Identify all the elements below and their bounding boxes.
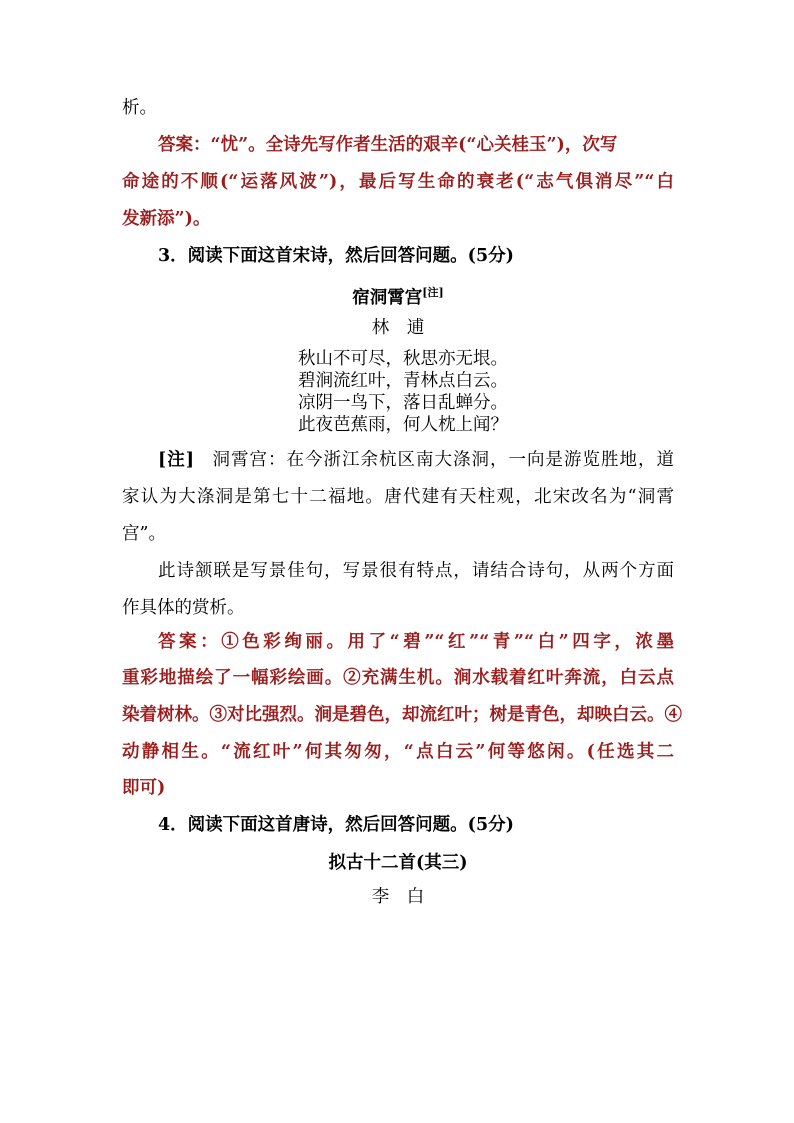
note-text: 洞霄宫：在今浙江余杭区南大涤洞，一向是游览胜地，道 bbox=[211, 450, 675, 470]
answer-label: 答案 bbox=[158, 632, 201, 652]
poem-line: 碧涧流红叶，青林点白云。 bbox=[298, 371, 508, 391]
poem-line: 凉阴一鸟下，落日乱蝉分。 bbox=[298, 393, 508, 413]
q3-answer-line-2: 重彩地描绘了一幅彩绘画。②充满生机。涧水载着红叶奔流，白云点 bbox=[122, 668, 674, 688]
answer-colon: ： bbox=[193, 135, 211, 155]
poem-line: 此夜芭蕉雨，何人枕上闻？ bbox=[298, 415, 508, 435]
q3-answer-line-5: 即可) bbox=[122, 778, 166, 798]
q2-answer-line-1 bbox=[158, 133, 617, 157]
q3-answer-line-3: 染着树林。③对比强烈。涧是碧色，却流红叶；树是青色，却映白云。④ bbox=[122, 705, 682, 725]
q3-prompt: 3．阅读下面这首宋诗，然后回答问题。(5分) bbox=[158, 246, 514, 266]
q2-answer-line-3: 发新添”)。 bbox=[122, 209, 211, 229]
q4-prompt: 4．阅读下面这首唐诗，然后回答问题。(5分) bbox=[158, 815, 514, 835]
q3-question-line-2: 作具体的赏析。 bbox=[122, 598, 245, 618]
q3-note-line-1 bbox=[158, 448, 674, 472]
answer-text: ①色彩绚丽。用了“碧”“红”“青”“白”四字，浓墨 bbox=[221, 632, 674, 652]
q3-note-line-3: 宫”。 bbox=[122, 524, 166, 544]
answer-colon: ： bbox=[200, 632, 222, 652]
q2-answer-line-2: 命途的不顺(“运落风波”)，最后写生命的衰老(“志气俱消尽”“白 bbox=[122, 172, 674, 192]
q3-poem-author: 林 逋 bbox=[371, 318, 425, 338]
q2-tail-text: 析。 bbox=[122, 98, 157, 118]
poem-title-text: 宿洞霄宫 bbox=[352, 288, 423, 308]
q3-poem-title bbox=[122, 281, 674, 310]
q3-answer-line-4: 动静相生。“流红叶”何其匆匆，“点白云”何等悠闲。(任选其二 bbox=[122, 742, 674, 762]
q3-question-line-1: 此诗颔联是写景佳句，写景很有特点，请结合诗句，从两个方面 bbox=[158, 561, 674, 581]
q3-answer-line-1 bbox=[158, 630, 674, 654]
note-label: [注] bbox=[158, 450, 195, 470]
q3-note-line-2: 家认为大涤洞是第七十二福地。唐代建有天柱观，北宋改名为“洞霄 bbox=[122, 487, 674, 507]
q4-poem-author: 李 白 bbox=[371, 887, 425, 907]
answer-text: “忧”。全诗先写作者生活的艰辛(“心关桂玉”)，次写 bbox=[210, 135, 618, 155]
poem-title-note-mark: [注] bbox=[422, 286, 444, 299]
poem-line: 秋山不可尽，秋思亦无垠。 bbox=[298, 349, 508, 369]
q4-poem-title: 拟古十二首(其三) bbox=[328, 853, 468, 873]
answer-label: 答案 bbox=[158, 135, 193, 155]
